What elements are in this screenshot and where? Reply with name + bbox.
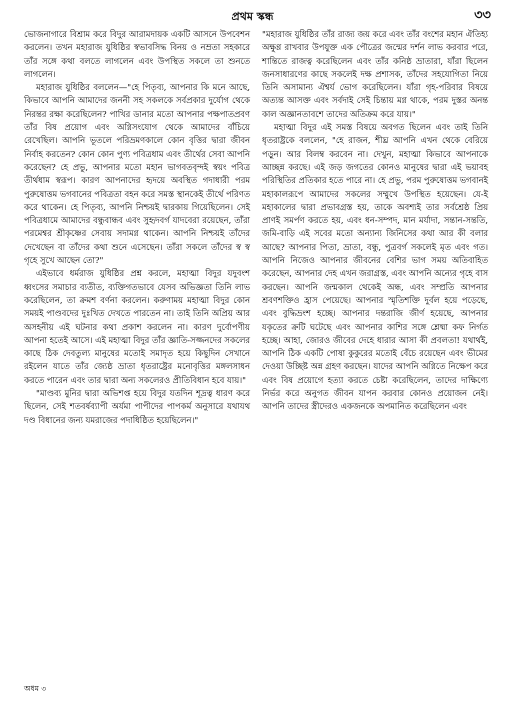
paragraph: এইভাবে ধর্মরাজ যুধিষ্ঠির প্রশ্ন করলে, মহাত্মা বিদুর যদুবংশ ধ্বংসের সমাচার ব্যতীত, ব্যক্তিগতভাবে যেসব অভিজ্ঞতা তিনি লাভ করেছিলেন, তা ক্রমশ বর্ণনা করলেন। করুণাময় মহাত্মা বিদুর কোন সময়ই পাণ্ডবদের দুঃখিত দেখতে পারতেন না। তাই তিনি অপ্রিয় আর অসহনীয় এই ঘটনার কথা প্রকাশ করলেন না। কারণ দুর্বোপণীয় আপনা হতেই আসে। এই মহাত্মা বিদুর তাঁর জ্ঞাতি-সজ্জনদের সকলের কাছে ঠিক দেবতুল্য মানুষের মতোই সমাদৃত হয়ে কিছুদিন সেখানে রইলেন যাতে তাঁর জ্যেষ্ঠ ভ্রাতা ধৃতরাষ্ট্রের মনোবৃত্তির মঙ্গলসাধন করতে পারেন এবং তার দ্বারা অন্য সকলেরও প্রীতিবিধান হবে যায়।" bbox=[24, 268, 250, 385]
left-column bbox=[24, 28, 250, 427]
paragraph: "মহারাজ যুধিষ্ঠির তাঁর রাজ্য জয় করে এবং তাঁর বংশের মহান ঐতিহ্য অক্ষুণ্ণ রাখবার উপযুক্ত এক পৌত্রের জন্মের দর্শন লাভ করবার পরে, শান্তিতে রাজত্ব করেছিলেন এবং তাঁর কনিষ্ঠ ভ্রাতারা, যাঁরা ছিলেন জনসাধারণের কাছে সকলেই দক্ষ প্রশাসক, তাঁদের সহযোগিতা নিয়ে তিনি অসামান্য ঐশ্বর্য ভোগ করেছিলেন। যাঁরা গৃহ-পরিবার বিষয়ে অত্যন্ত আসক্ত এবং সর্বদাই সেই চিন্তায় মগ্ন থাকে, পরম দুস্তর অনন্ত কাল অজ্ঞানতাবশে তাদের অতিক্রম করে যায়।" bbox=[262, 29, 488, 119]
right-column bbox=[262, 28, 488, 414]
page-header bbox=[0, 6, 505, 28]
paragraph: মহারাজ যুধিষ্ঠির বললেন—"হে পিতৃব্য, আপনার কি মনে আছে, কিভাবে আপনি আমাদের জননী সহ সকলকে সর্বপ্রকার দুর্যোগ থেকে নিরন্তর রক্ষা করেছিলেন? পাখির ডানার মতো আপনার পক্ষপাতপ্রবণ তাঁর বিষ প্রয়োগ এবং অগ্নিসংযোগ থেকে আমাদের বাঁচিয়ে রেখেছিল। আপনি ভূতলে পরিভ্রমণকালে কোন বৃত্তির দ্বারা জীবন নির্বাহ করতেন? কোন কোন পুণ্য পবিত্রধাম এবং তীর্থের সেবা আপনি করেছেন? হে প্রভু, আপনার মতো মহান ভাগবতবৃন্দই স্বয়ং পবিত্র তীর্থধাম স্বরূপ। কারণ আপনাদের হৃদয়ে অবস্থিত গদাধারী পরম পুরুষোত্তম ভগবানের পবিত্রতা বহন করে সমস্ত স্থানকেই তীর্থে পরিণত করে থাকেন। হে পিতৃব্য, আপনি নিশ্চয়ই দ্বারকায় গিয়েছিলেন। সেই পবিত্রধামে আমাদের বন্ধুবান্ধব এবং সুহৃদবর্গ যাদবেরা রয়েছেন, তাঁরা পরমেশ্বর শ্রীকৃষ্ণের সেবায় সদামগ্ন থাকেন। আপনি নিশ্চয়ই তাঁদের দেখেছেন বা তাঁদের কথা শুনে এসেছেন। তাঁরা সকলে তাঁদের স্ব স্ব গৃহে সুখে আছেন তো?" bbox=[24, 82, 251, 266]
running-head: প্রথম স্কন্ধ bbox=[231, 10, 274, 23]
paragraph: মহাত্মা বিদুর এই সমস্ত বিষয়ে অবগত ছিলেন এবং তাই তিনি ধৃতরাষ্ট্রকে বললেন, "হে রাজন, শীঘ্র আপনি এখন থেকে বেরিয়ে পড়ুন। আর বিলম্ব করবেন না। দেখুন, মহাত্মা কিভাবে আপনাকে আচ্ছন্ন করছে। এই জড় জগতের কোনও মানুষের দ্বারা এই ভয়াবহ পরিস্থিতির প্রতিকার হতে পারে না। হে প্রভু, পরম পুরুষোত্তম ভগবানই মহাকালরূপে আমাদের সকলের সম্মুখে উপস্থিত হয়েছেন। যে-ই মহাকালের দ্বারা প্রভাবগ্রস্ত হয়, তাকে অবশ্যই তার সর্বশ্রেষ্ঠ প্রিয় প্রাণই সমর্পণ করতে হয়, এবং ধন-সম্পদ, মান মর্যাদা, সন্তান-সন্ততি, জমি-বাড়ি এই সবের মতো অন্যান্য জিনিসের কথা আর কী বলার আছে? আপনার পিতা, ভ্রাতা, বন্ধু, পুত্রবর্গ সকলেই মৃত এবং গত। আপনি নিজেও আপনার জীবনের বেশির ভাগ সময় অতিবাহিত করেছেন, আপনার দেহ এখন জরাগ্রস্ত, এবং আপনি অন্যের গৃহে বাস করছেন। আপনি জন্মকাল থেকেই অন্ধ, এবং সম্প্রতি আপনার শ্রবণশক্তিও হ্রাস পেয়েছে। আপনার স্মৃতিশক্তি দুর্বল হয়ে পড়েছে, এবং বুদ্ধিভ্রংশ হচ্ছে। আপনার দন্তরাজি জীর্ণ হয়েছে, আপনার যকৃতের ক্রটি ঘটেছে এবং আপনার কাশির সঙ্গে শ্লেষ্মা কফ নির্গত হচ্ছে। আহা, জোরও জীবের দেহে ধারার আসা কী প্রবলতা! যথার্থই, আপনি ঠিক একটি পোষা কুকুরের মতোই বেঁচে রয়েছেন এবং ভীমের দেওয়া উচ্ছিষ্ট অন্ন গ্রহণ করছেন। যাদের আপনি অগ্নিতে নিক্ষেপ করে এবং বিষ প্রয়োগে হত্যা করতে চেষ্টা করেছিলেন, তাদের দাক্ষিণ্যে নির্ভর করে অনুগত জীবন যাপন করবার কোনও প্রয়োজন নেই। আপনি তাদের স্ত্রীদেরও একজনকে অপমানিত করেছিলেন এবং bbox=[262, 122, 488, 412]
page-number: ৩৩ bbox=[474, 8, 491, 23]
paragraph: "মাণ্ডব্য মুনির দ্বারা অভিশপ্ত হয়ে বিদুর যতদিন শূদ্রত্ব ধারণ করে ছিলেন, সেই শতবর্ষব্যাপী অর্যমা পাপীদের পাপকর্ম অনুসারে যথাযথ দণ্ড বিধানের জন্য যমরাজের পদাধিষ্ঠিত হয়েছিলেন।" bbox=[24, 388, 250, 425]
paragraph: ভোজনাগারে বিশ্রাম করে বিদুর আরামদায়ক একটি আসনে উপবেশন করলেন। তখন মহারাজ যুধিষ্ঠির স্বভাবসিদ্ধ বিনয় ও নম্রতা সহকারে তাঁর সঙ্গে কথা বলতে লাগলেন এবং উপস্থিত সকলে তা শুনতে লাগলেন। bbox=[24, 29, 250, 79]
footer-signature: অধম ৩ bbox=[24, 684, 47, 693]
